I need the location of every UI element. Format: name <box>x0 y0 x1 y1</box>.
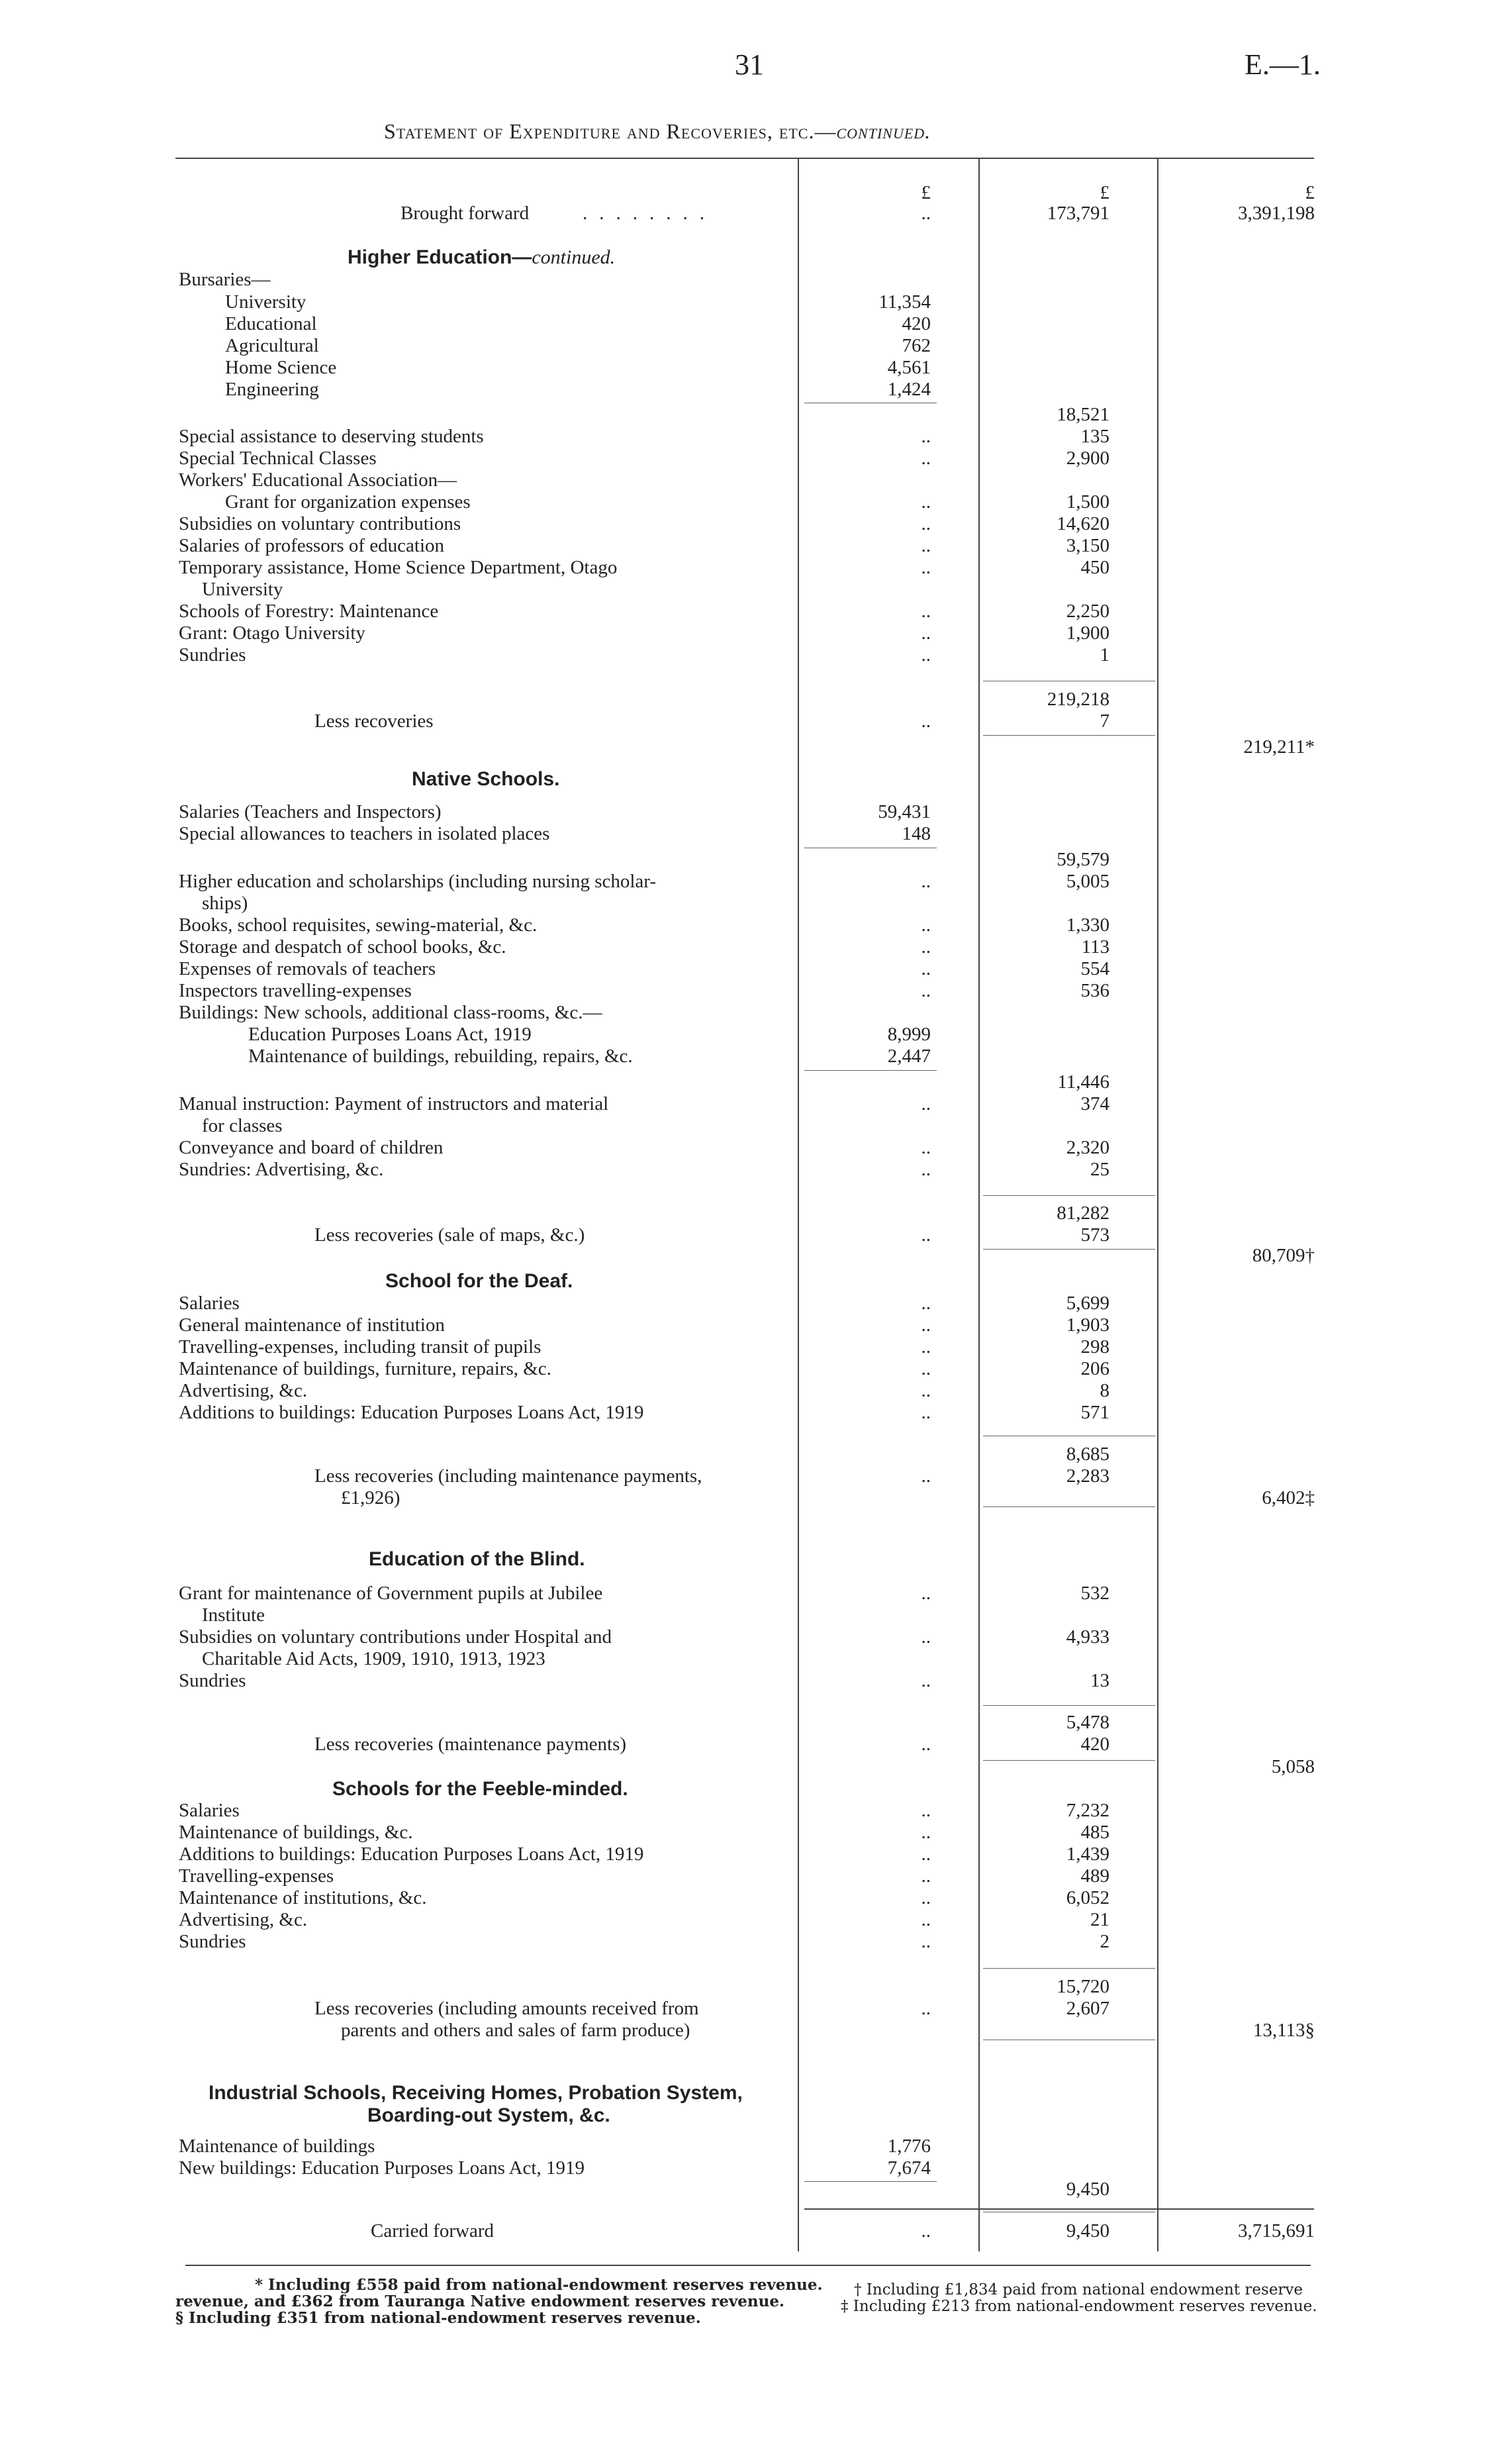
section-heading-industrial-cont: Boarding-out System, &c. <box>367 2104 610 2126</box>
page-title <box>384 119 931 144</box>
subtotal-row: 8,685 <box>1066 1444 1109 1465</box>
list-item: Manual instruction: Payment of instructors and material .. 374 <box>179 1093 1109 1114</box>
list-item: Travelling-expenses .. 489 <box>179 1865 1109 1887</box>
list-item: Maintenance of buildings, &c. .. 485 <box>179 1822 1109 1843</box>
list-item: General maintenance of institution .. 1,903 <box>179 1314 1109 1336</box>
list-item: Salaries .. 7,232 <box>179 1800 1109 1821</box>
list-item: Maintenance of buildings, rebuilding, repairs, &c. 2,447 <box>248 1046 931 1067</box>
brought-forward-c3: 3,391,198 <box>1238 203 1315 224</box>
less-recoveries-row: Less recoveries (maintenance payments) .. 420 <box>314 1734 1109 1755</box>
subtotal-row: 11,446 <box>1057 1071 1109 1093</box>
brought-forward-c2: 173,791 <box>1047 203 1109 224</box>
list-item-continuation: Institute <box>202 1604 265 1626</box>
page-number: 31 <box>735 48 764 81</box>
list-item: Sundries .. 2 <box>179 1931 1109 1952</box>
list-item: Inspectors travelling-expenses .. 536 <box>179 980 1109 1001</box>
list-item: Workers' Educational Association— <box>179 469 457 491</box>
footnote-double-dagger: ‡ Including £213 from national-endowment reserves revenue. <box>841 2298 1317 2315</box>
list-item: Salaries .. 5,699 <box>179 1293 1109 1314</box>
list-item: Sundries: Advertising, &c. .. 25 <box>179 1159 1109 1180</box>
list-item: Special assistance to deserving students .. 135 <box>179 426 1109 447</box>
list-item: Expenses of removals of teachers .. 554 <box>179 958 1109 979</box>
list-item: Special Technical Classes .. 2,900 <box>179 448 1109 469</box>
footnote-star-cont: revenue, and £362 from Tauranga Native endowment reserves revenue. <box>175 2292 784 2310</box>
page-title-continued: continued. <box>836 119 931 143</box>
list-item: Travelling-expenses, including transit of pupils .. 298 <box>179 1336 1109 1357</box>
list-item: Subsidies on voluntary contributions under Hospital and .. 4,933 <box>179 1626 1109 1648</box>
list-item: Buildings: New schools, additional class-rooms, &c.— <box>179 1002 602 1023</box>
list-item: Additions to buildings: Education Purposes Loans Act, 1919 .. 571 <box>179 1402 1109 1423</box>
list-item: Engineering 1,424 <box>225 379 931 400</box>
list-item: Temporary assistance, Home Science Department, Otago .. 450 <box>179 557 1109 578</box>
brought-forward-label: Brought forward <box>401 203 530 224</box>
subtotal-row: 15,720 <box>1057 1976 1109 1997</box>
list-item: Maintenance of institutions, &c. .. 6,052 <box>179 1887 1109 1908</box>
industrial-total-row: 9,450 <box>1066 2179 1109 2200</box>
list-item: Storage and despatch of school books, &c. .. 113 <box>179 936 1109 958</box>
section-heading-blind: Education of the Blind. <box>369 1548 585 1570</box>
footnote-star: * Including £558 paid from national-endowment reserves revenue. <box>255 2276 823 2294</box>
bursaries-total-row: 18,521 <box>1057 404 1109 425</box>
list-item-continuation: ships) <box>202 893 248 914</box>
less-recoveries-continuation: parents and others and sales of farm produce) 13,113§ <box>341 2020 1315 2041</box>
list-item: Maintenance of buildings 1,776 <box>179 2136 931 2157</box>
carried-forward-row: Carried forward .. 9,450 3,715,691 <box>371 2220 1315 2242</box>
col1-currency: £ <box>921 182 931 203</box>
top-rule <box>175 158 1314 159</box>
less-recoveries-row: Less recoveries (including maintenance payments, .. 2,283 <box>314 1465 1109 1487</box>
less-recoveries-continuation: £1,926) 6,402‡ <box>341 1487 1315 1508</box>
section-heading-feeble-minded: Schools for the Feeble-minded. <box>332 1778 628 1800</box>
list-item: Advertising, &c. .. 8 <box>179 1380 1109 1401</box>
section-heading-deaf: School for the Deaf. <box>385 1270 573 1292</box>
net-total-row: 80,709† <box>1252 1245 1315 1266</box>
bursaries-label: Bursaries— <box>179 269 271 290</box>
list-item: Higher education and scholarships (including nursing scholar- .. 5,005 <box>179 871 1109 892</box>
list-item: Books, school requisites, sewing-material, &c. .. 1,330 <box>179 914 1109 936</box>
section-heading-native-schools: Native Schools. <box>412 768 560 790</box>
section-heading-higher-education: Higher Education—continued. <box>348 246 616 268</box>
list-item: Home Science 4,561 <box>225 357 931 378</box>
doc-code: E.—1. <box>1245 48 1321 81</box>
list-item: Additions to buildings: Education Purposes Loans Act, 1919 .. 1,439 <box>179 1844 1109 1865</box>
brought-forward-c1: .. <box>921 203 931 224</box>
list-item: University 11,354 <box>225 291 931 313</box>
list-item: Educational 420 <box>225 313 931 334</box>
subtotal-row: 59,579 <box>1057 849 1109 870</box>
list-item: Sundries .. 13 <box>179 1670 1109 1691</box>
list-item: Salaries of professors of education .. 3,150 <box>179 535 1109 556</box>
list-item-continuation: University <box>202 579 283 600</box>
list-item: Salaries (Teachers and Inspectors) 59,431 <box>179 801 931 822</box>
list-item: Education Purposes Loans Act, 1919 8,999 <box>248 1024 931 1045</box>
col3-currency: £ <box>1305 182 1315 203</box>
col2-currency: £ <box>1100 182 1109 203</box>
footnote-rule <box>185 2265 1311 2266</box>
less-recoveries-row: Less recoveries .. 7 <box>314 711 1109 732</box>
list-item: Agricultural 762 <box>225 335 931 356</box>
list-item: Advertising, &c. .. 21 <box>179 1909 1109 1930</box>
net-total-row: 5,058 <box>1271 1756 1315 1777</box>
list-item: Subsidies on voluntary contributions .. 14,620 <box>179 513 1109 534</box>
list-item: Schools of Forestry: Maintenance .. 2,250 <box>179 601 1109 622</box>
list-item: New buildings: Education Purposes Loans Act, 1919 7,674 <box>179 2157 931 2179</box>
list-item: Special allowances to teachers in isolated places 148 <box>179 823 931 844</box>
less-recoveries-row: Less recoveries (sale of maps, &c.) .. 573 <box>314 1224 1109 1246</box>
list-item: Grant for maintenance of Government pupils at Jubilee .. 532 <box>179 1583 1109 1604</box>
page-title-main: Statement of Expenditure and Recoveries, etc.— <box>384 119 837 143</box>
section-heading-industrial: Industrial Schools, Receiving Homes, Probation System, <box>209 2082 743 2104</box>
less-recoveries-row: Less recoveries (including amounts received from .. 2,607 <box>314 1998 1109 2019</box>
carried-forward-label: Carried forward <box>371 2220 494 2242</box>
net-total-row: 219,211* <box>1243 736 1315 758</box>
subtotal-row: 81,282 <box>1057 1203 1109 1224</box>
subtotal-row: 5,478 <box>1066 1712 1109 1733</box>
list-item: Conveyance and board of children .. 2,320 <box>179 1137 1109 1158</box>
footnote-dagger: † Including £1,834 paid from national endowment reserve <box>854 2281 1303 2298</box>
list-item: Maintenance of buildings, furniture, repairs, &c. .. 206 <box>179 1358 1109 1379</box>
footnote-section: § Including £351 from national-endowment reserves revenue. <box>175 2309 701 2327</box>
subtotal-row: 219,218 <box>1047 689 1109 710</box>
list-item: Grant: Otago University .. 1,900 <box>179 622 1109 644</box>
list-item: Grant for organization expenses .. 1,500 <box>225 491 1109 513</box>
brought-forward-row: Brought forward ........ .. 173,791 3,391,198 <box>401 203 1315 224</box>
list-item-continuation: Charitable Aid Acts, 1909, 1910, 1913, 1923 <box>202 1648 545 1669</box>
list-item: Sundries .. 1 <box>179 644 1109 665</box>
list-item-continuation: for classes <box>202 1115 283 1136</box>
